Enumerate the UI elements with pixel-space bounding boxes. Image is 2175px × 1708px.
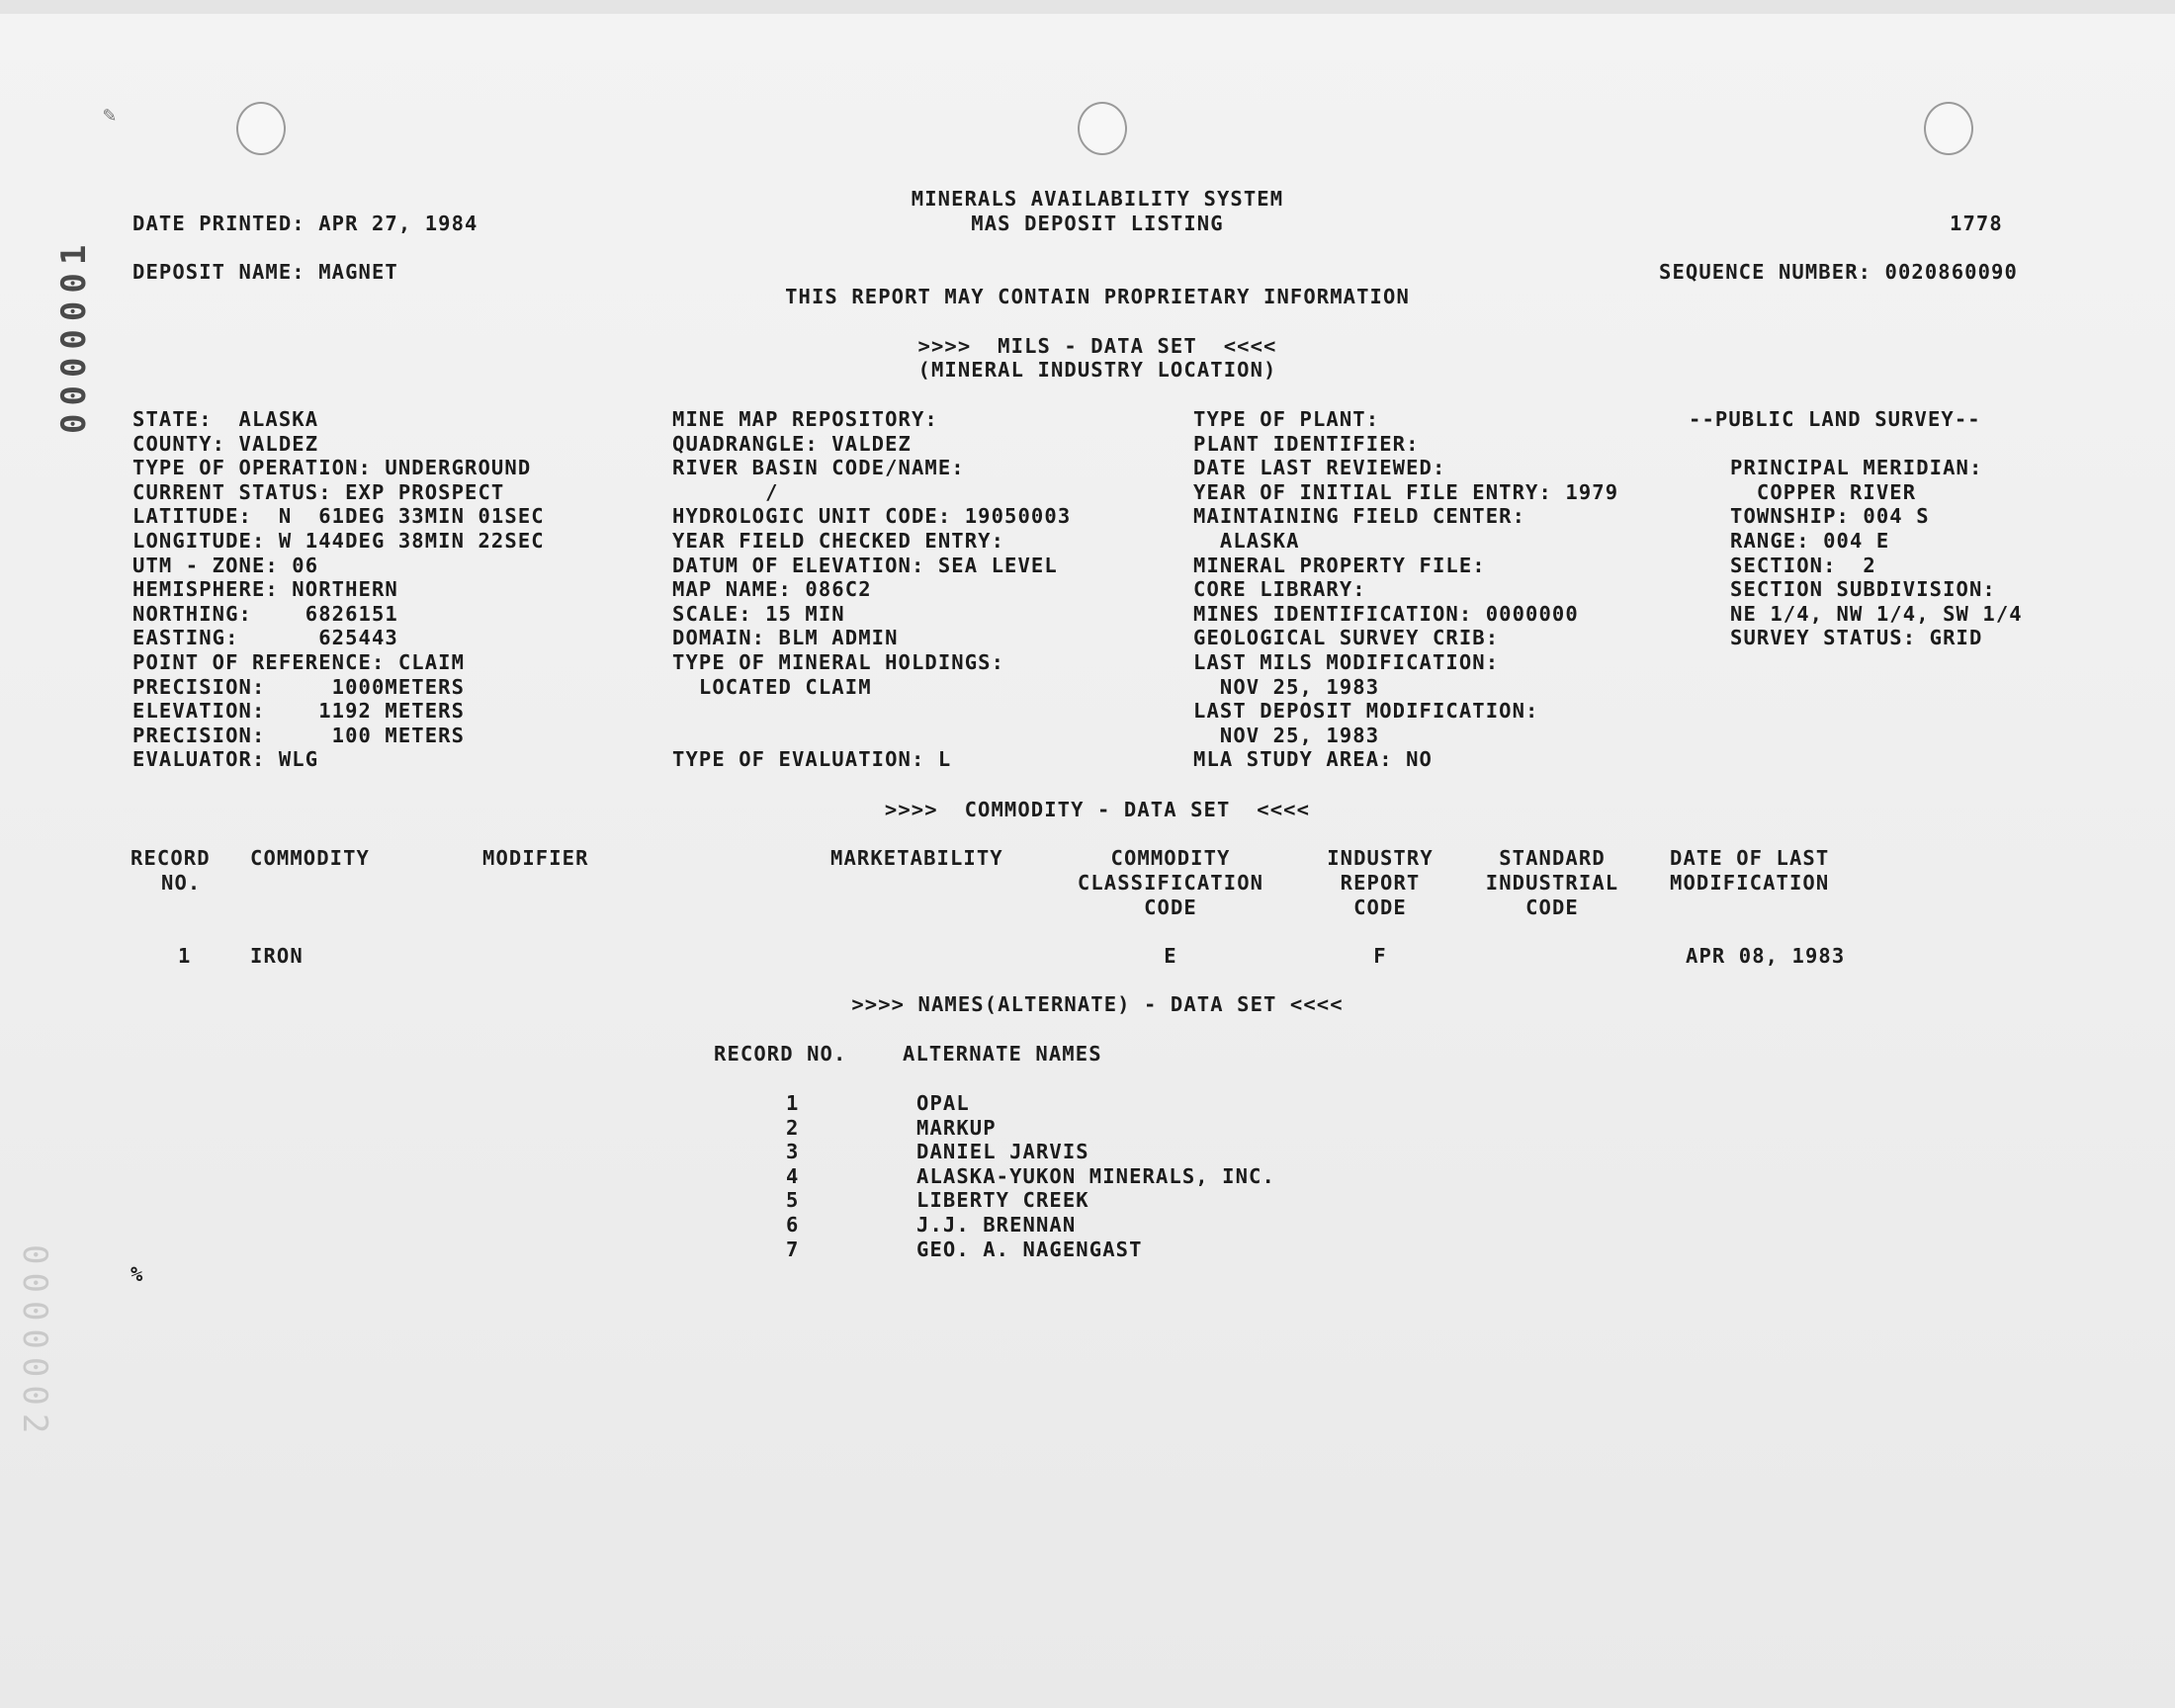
mils-field: COUNTY: VALDEZ (132, 431, 319, 456)
names-title: >>>> NAMES(ALTERNATE) - DATA SET <<<< (851, 992, 1344, 1016)
mils-field: TYPE OF MINERAL HOLDINGS: (672, 649, 1005, 674)
list-item: 3 (786, 1140, 800, 1164)
header-industry: REPORT (1340, 871, 1421, 895)
mils-field: ELEVATION: 1192 METERS (132, 699, 466, 724)
mils-field: MINERAL PROPERTY FILE: (1193, 553, 1486, 577)
header-standard: CODE (1525, 896, 1579, 919)
list-item: GEO. A. NAGENGAST (916, 1237, 1143, 1261)
mils-field: UTM - ZONE: 06 (132, 553, 319, 577)
list-item: MARKUP (916, 1115, 997, 1140)
punch-hole-center (1078, 102, 1127, 155)
mils-field (672, 724, 1071, 748)
mils-field: POINT OF REFERENCE: CLAIM (132, 649, 466, 674)
mils-field: LATITUDE: N 61DEG 33MIN 01SEC (132, 504, 545, 529)
mils-field: EVALUATOR: WLG (132, 747, 319, 772)
header-record: RECORD (130, 846, 211, 870)
survey-field: TOWNSHIP: 004 S (1730, 504, 1930, 529)
mils-field: CORE LIBRARY: (1193, 577, 1366, 602)
row-commodity: IRON (250, 944, 304, 968)
row-classification: E (1164, 944, 1177, 968)
survey-field: SECTION: 2 (1730, 553, 1876, 577)
mils-field: TYPE OF PLANT: (1193, 407, 1380, 431)
mils-field (672, 699, 1071, 724)
mils-field: MAINTAINING FIELD CENTER: (1193, 504, 1526, 529)
public-land-survey-column (1689, 407, 2023, 650)
survey-field: SURVEY STATUS: GRID (1730, 626, 1983, 650)
mils-field: EASTING: 625443 (132, 626, 398, 650)
mils-field: YEAR FIELD CHECKED ENTRY: (672, 528, 1005, 553)
mils-field: PLANT IDENTIFIER: (1193, 431, 1420, 456)
row-record: 1 (178, 944, 192, 968)
list-item: 7 (786, 1237, 800, 1261)
header-modifier: MODIFIER (482, 846, 589, 870)
list-item: 4 (786, 1163, 800, 1188)
header-standard: INDUSTRIAL (1485, 871, 1619, 895)
names-header-record: RECORD NO. (714, 1042, 847, 1066)
survey-field: SECTION SUBDIVISION: (1730, 577, 1996, 602)
listing-title: MAS DEPOSIT LISTING (971, 212, 1224, 235)
mils-field: NOV 25, 1983 (1193, 674, 1380, 699)
mils-field: LAST DEPOSIT MODIFICATION: (1193, 699, 1539, 724)
mils-field: YEAR OF INITIAL FILE ENTRY: 1979 (1193, 479, 1619, 504)
mils-field: HYDROLOGIC UNIT CODE: 19050003 (672, 504, 1072, 529)
mils-field: MINES IDENTIFICATION: 0000000 (1193, 601, 1579, 626)
row-industry: F (1373, 944, 1387, 968)
commodity-title: >>>> COMMODITY - DATA SET <<<< (884, 798, 1311, 821)
mils-field: PRECISION: 100 METERS (132, 723, 466, 747)
header-record-no: NO. (161, 871, 202, 895)
survey-field (1689, 432, 2023, 457)
mils-field: QUADRANGLE: VALDEZ (672, 431, 912, 456)
list-item: ALASKA-YUKON MINERALS, INC. (916, 1163, 1275, 1188)
mils-location-column (132, 407, 545, 772)
mils-field: MINE MAP REPOSITORY: (672, 407, 938, 431)
header-industry: INDUSTRY (1327, 846, 1434, 870)
survey-field: PRINCIPAL MERIDIAN: (1730, 456, 1983, 480)
list-item: J.J. BRENNAN (916, 1212, 1077, 1237)
header-classification: CLASSIFICATION (1077, 871, 1264, 895)
mils-field: ALASKA (1193, 528, 1300, 553)
mils-field: LAST MILS MODIFICATION: (1193, 649, 1500, 674)
pen-mark: ✎ (103, 103, 117, 128)
survey-heading: --PUBLIC LAND SURVEY-- (1689, 407, 1981, 431)
punch-hole-right (1924, 102, 1973, 155)
footer-mark: % (130, 1262, 144, 1286)
mils-field: LOCATED CLAIM (672, 674, 872, 699)
mils-field: PRECISION: 1000METERS (132, 674, 466, 699)
header-commodity: COMMODITY (250, 846, 370, 870)
names-list-column (916, 1091, 1275, 1261)
mils-field: / (672, 479, 779, 504)
mils-title: >>>> MILS - DATA SET <<<< (917, 334, 1277, 358)
mils-field: CURRENT STATUS: EXP PROSPECT (132, 479, 505, 504)
survey-field: COPPER RIVER (1730, 479, 1917, 504)
names-number-column (786, 1091, 799, 1261)
mils-plant-column (1193, 407, 1618, 772)
proprietary-notice: THIS REPORT MAY CONTAIN PROPRIETARY INFORMATION (785, 285, 1410, 308)
survey-field: RANGE: 004 E (1730, 528, 1890, 553)
mils-field: STATE: ALASKA (132, 407, 319, 431)
mils-field: SCALE: 15 MIN (672, 601, 845, 626)
mils-field: RIVER BASIN CODE/NAME: (672, 456, 965, 480)
list-item: DANIEL JARVIS (916, 1140, 1089, 1164)
header-date: DATE OF LAST (1670, 846, 1830, 870)
mils-field: DOMAIN: BLM ADMIN (672, 626, 899, 650)
sequence-number: SEQUENCE NUMBER: 0020860090 (1659, 260, 2018, 284)
mils-field: HEMISPHERE: NORTHERN (132, 577, 398, 602)
survey-field: NE 1/4, NW 1/4, SW 1/4 (1730, 601, 2023, 626)
date-printed: DATE PRINTED: APR 27, 1984 (132, 212, 478, 235)
mils-field: NOV 25, 1983 (1193, 723, 1380, 747)
mils-field: TYPE OF EVALUATION: L (672, 747, 952, 772)
list-item: LIBERTY CREEK (916, 1188, 1089, 1213)
names-header-names: ALTERNATE NAMES (903, 1042, 1102, 1066)
punch-hole-left (236, 102, 286, 155)
mils-field: NORTHING: 6826151 (132, 601, 398, 626)
mils-field: LONGITUDE: W 144DEG 38MIN 22SEC (132, 528, 545, 553)
side-sequence-stamp: 0000001 (54, 236, 94, 434)
header-industry: CODE (1353, 896, 1407, 919)
list-item: 2 (786, 1115, 800, 1140)
system-title: MINERALS AVAILABILITY SYSTEM (911, 187, 1284, 211)
mils-field: TYPE OF OPERATION: UNDERGROUND (132, 456, 532, 480)
mils-field: DATE LAST REVIEWED: (1193, 456, 1446, 480)
page-code: 1778 (1950, 212, 2003, 235)
mils-map-column (672, 407, 1071, 772)
list-item: 5 (786, 1188, 800, 1213)
list-item: OPAL (916, 1091, 970, 1115)
row-date: APR 08, 1983 (1686, 944, 1846, 968)
header-classification: COMMODITY (1110, 846, 1231, 870)
header-standard: STANDARD (1499, 846, 1606, 870)
mils-field: DATUM OF ELEVATION: SEA LEVEL (672, 553, 1058, 577)
side-sequence-stamp-faded: 0000002 (15, 1244, 54, 1442)
header-marketability: MARKETABILITY (830, 846, 1003, 870)
mils-field: MLA STUDY AREA: NO (1193, 747, 1433, 772)
mils-subtitle: (MINERAL INDUSTRY LOCATION) (917, 358, 1277, 382)
header-classification: CODE (1144, 896, 1197, 919)
header-date: MODIFICATION (1670, 871, 1830, 895)
deposit-name: DEPOSIT NAME: MAGNET (132, 260, 398, 284)
mils-field: GEOLOGICAL SURVEY CRIB: (1193, 626, 1500, 650)
mils-field: MAP NAME: 086C2 (672, 577, 872, 602)
list-item: 1 (786, 1091, 800, 1115)
list-item: 6 (786, 1212, 800, 1237)
